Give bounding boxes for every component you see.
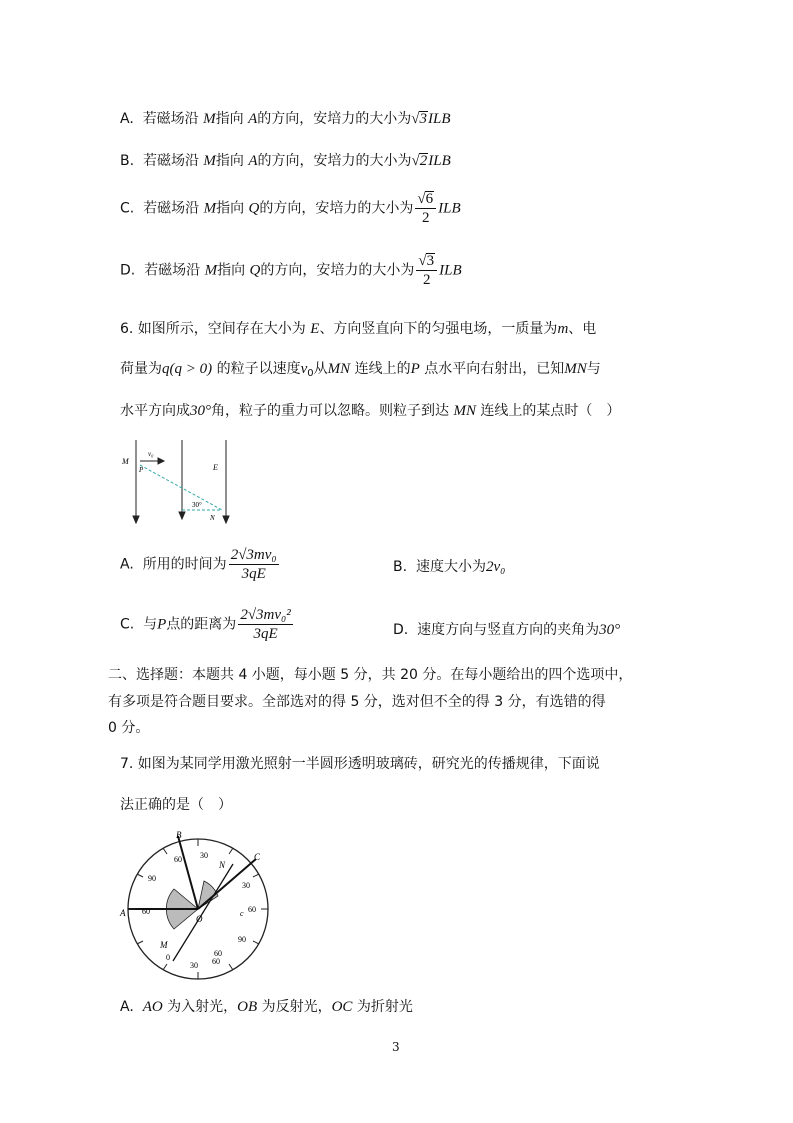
q5-option-a: A. 若磁场沿 M指向 A的方向，安培力的大小为√3ILB <box>120 111 451 127</box>
section2-line2: 有多项是符合题目要求。全部选对的得 5 分，选对但不全的得 3 分，有选错的得 <box>108 694 606 710</box>
q6-option-c: C. 与P点的距离为 $\frac{\text{2√3mv₀²}}{3qE}$ <box>120 607 291 642</box>
label-p: P <box>139 466 144 474</box>
velocity-arrowhead <box>158 458 164 464</box>
field-arrow-1 <box>133 516 139 523</box>
label-m: M <box>122 457 129 466</box>
q7-stem-line1: 7. 如图为某同学用激光照射一半圆形透明玻璃砖，研究光的传播规律，下面说 <box>120 756 600 772</box>
label-b: B <box>176 830 182 840</box>
label-e: E <box>213 463 218 472</box>
q5-option-b: B. 若磁场沿 M指向 A的方向，安培力的大小为√2ILB <box>120 153 451 169</box>
label-a: A <box>120 908 126 918</box>
tick-90-b: 90 <box>238 935 246 944</box>
label-o: O <box>196 914 203 924</box>
page-number: 3 <box>392 1040 400 1054</box>
q7-option-a: A. AO 为入射光，OB 为反射光，OC 为折射光 <box>120 999 413 1015</box>
tick-60-e: 60 <box>212 957 220 966</box>
tick-60-a: 60 <box>174 855 182 864</box>
tick-30-c: 30 <box>190 961 198 970</box>
field-arrow-2 <box>179 512 185 519</box>
label-m: M <box>160 940 168 950</box>
q6-stem-line2: 荷量为q(q > 0) 的粒子以速度$v_0$从MN 连线上的P 点水平向右射出，已知MN与 <box>120 361 601 379</box>
q6-stem-line1: 6. 如图所示，空间存在大小为 E、方向竖直向下的匀强电场，一质量为m、电 <box>120 321 597 337</box>
q6-option-b: B. 速度大小为2v₀ <box>393 559 506 575</box>
q5-option-c: C. 若磁场沿 M指向 Q的方向，安培力的大小为 $\frac{√6}{2}$ ILB <box>120 191 461 226</box>
tick-60-b: 60 <box>248 905 256 914</box>
tick-0: 0 <box>166 953 170 962</box>
tick-60-c: 60 <box>142 907 150 916</box>
section2-line1: 二、选择题：本题共 4 小题，每小题 5 分，共 20 分。在每小题给出的四个选项中， <box>108 667 633 683</box>
q7-figure <box>118 826 278 986</box>
label-n: N <box>210 514 215 522</box>
q6-option-d: D. 速度方向与竖直方向的夹角为30° <box>393 622 621 638</box>
label-angle: 30° <box>192 501 202 509</box>
mn-line <box>140 465 222 510</box>
label-n: N <box>219 860 226 870</box>
q6-figure <box>118 436 238 526</box>
tick-30-b: 30 <box>242 881 250 890</box>
label-v0: v₀ <box>148 450 154 458</box>
q7-stem-line2: 法正确的是（ ） <box>120 797 232 813</box>
q5-option-d: D. 若磁场沿 M指向 Q的方向，安培力的大小为 $\frac{√3}{2}$ ILB <box>120 253 462 288</box>
q6-stem-line3: 水平方向成30°角，粒子的重力可以忽略。则粒子到达 MN 连线上的某点时（ ） <box>120 403 621 419</box>
label-c: C <box>254 852 261 862</box>
q6-option-a: A. 所用的时间为 $\frac{\text{2√3mv₀}}{3qE}$ <box>120 547 277 582</box>
tick-30-a: 30 <box>200 851 208 860</box>
label-c-small: c <box>240 909 244 918</box>
section2-line3: 0 分。 <box>108 720 150 736</box>
field-arrow-3 <box>223 516 229 523</box>
tick-90-a: 90 <box>148 874 156 883</box>
tick-60-d: 60 <box>214 949 222 958</box>
